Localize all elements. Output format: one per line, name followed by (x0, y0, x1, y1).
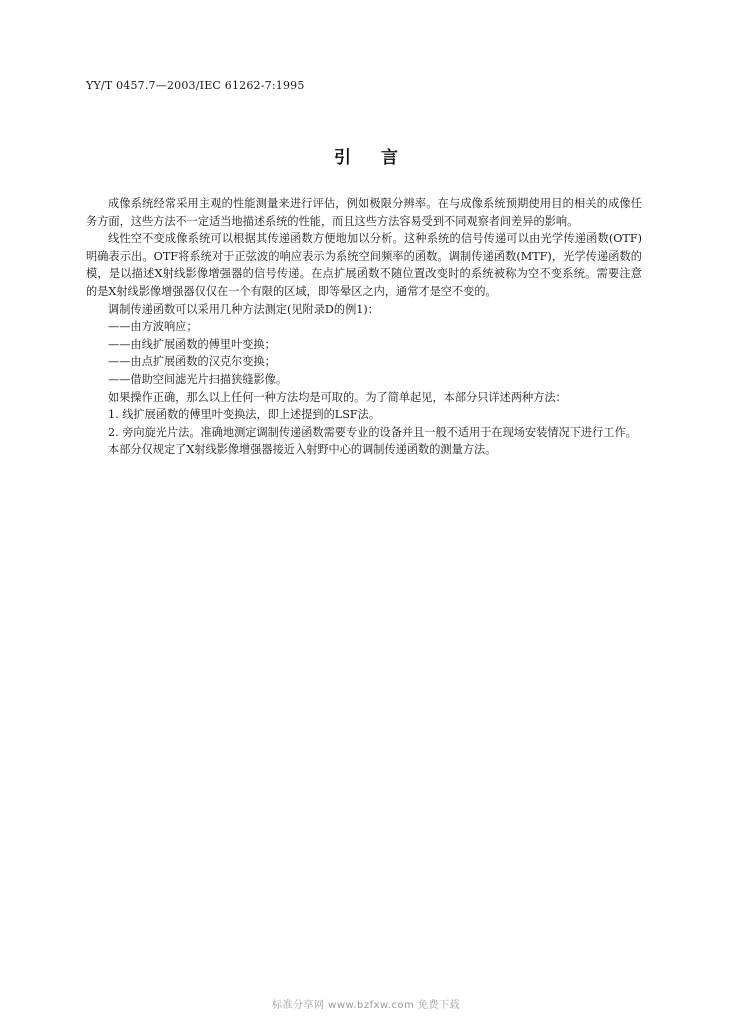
section-title: 引言 (334, 148, 428, 168)
watermark-footer: 标准分享网 www.bzfxw.com 免费下载 (272, 1000, 460, 1011)
list-item: ——借助空间滤光片扫描狭缝影像。 (108, 372, 288, 386)
paragraph: 线性空不变成像系统可以根据其传递函数方便地加以分析。这种系统的信号传递可以由光学传递函数(OTF)明确表示出。OTF将系统对于正弦波的响应表示为系统空间频率的函数。调制传递函数(MTF)，光学传递函数的模，是以描述X射线影像增强器的信号传递。在点扩展函数不随位置改变时的系统被称为空不变系统。需要注意的是X射线影像增强器仅仅在一个有限的区域，即等晕区之内，通常才是空不变的。 (86, 232, 642, 298)
list-item: ——由点扩展函数的汉克尔变换； (108, 355, 276, 369)
list-item: ——由方波响应； (108, 320, 198, 334)
paragraph: 调制传递函数可以采用几种方法测定(见附录D的例1)： (108, 302, 379, 316)
body-text (86, 195, 642, 459)
paragraph: 如果操作正确，那么以上任何一种方法均是可取的。为了简单起见，本部分只详述两种方法： (108, 390, 567, 404)
paragraph: 本部分仅规定了X射线影像增强器接近入射野中心的调制传递函数的测量方法。 (108, 443, 497, 457)
list-item: ——由线扩展函数的傅里叶变换； (108, 337, 276, 351)
paragraph: 1. 线扩展函数的傅里叶变换法，即上述提到的LSF法。 (108, 408, 381, 422)
standard-number-header: YY/T 0457.7—2003/IEC 61262-7:1995 (86, 79, 305, 92)
paragraph: 2. 旁向旋光片法。准确地测定调制传递函数需要专业的设备并且一般不适用于在现场安装情况下进行工作。 (108, 425, 637, 439)
paragraph: 成像系统经常采用主观的性能测量来进行评估，例如极限分辨率。在与成像系统预期使用目的相关的成像任务方面，这些方法不一定适当地描述系统的性能，而且这些方法容易受到不同观察者间差异的影响。 (86, 197, 642, 228)
